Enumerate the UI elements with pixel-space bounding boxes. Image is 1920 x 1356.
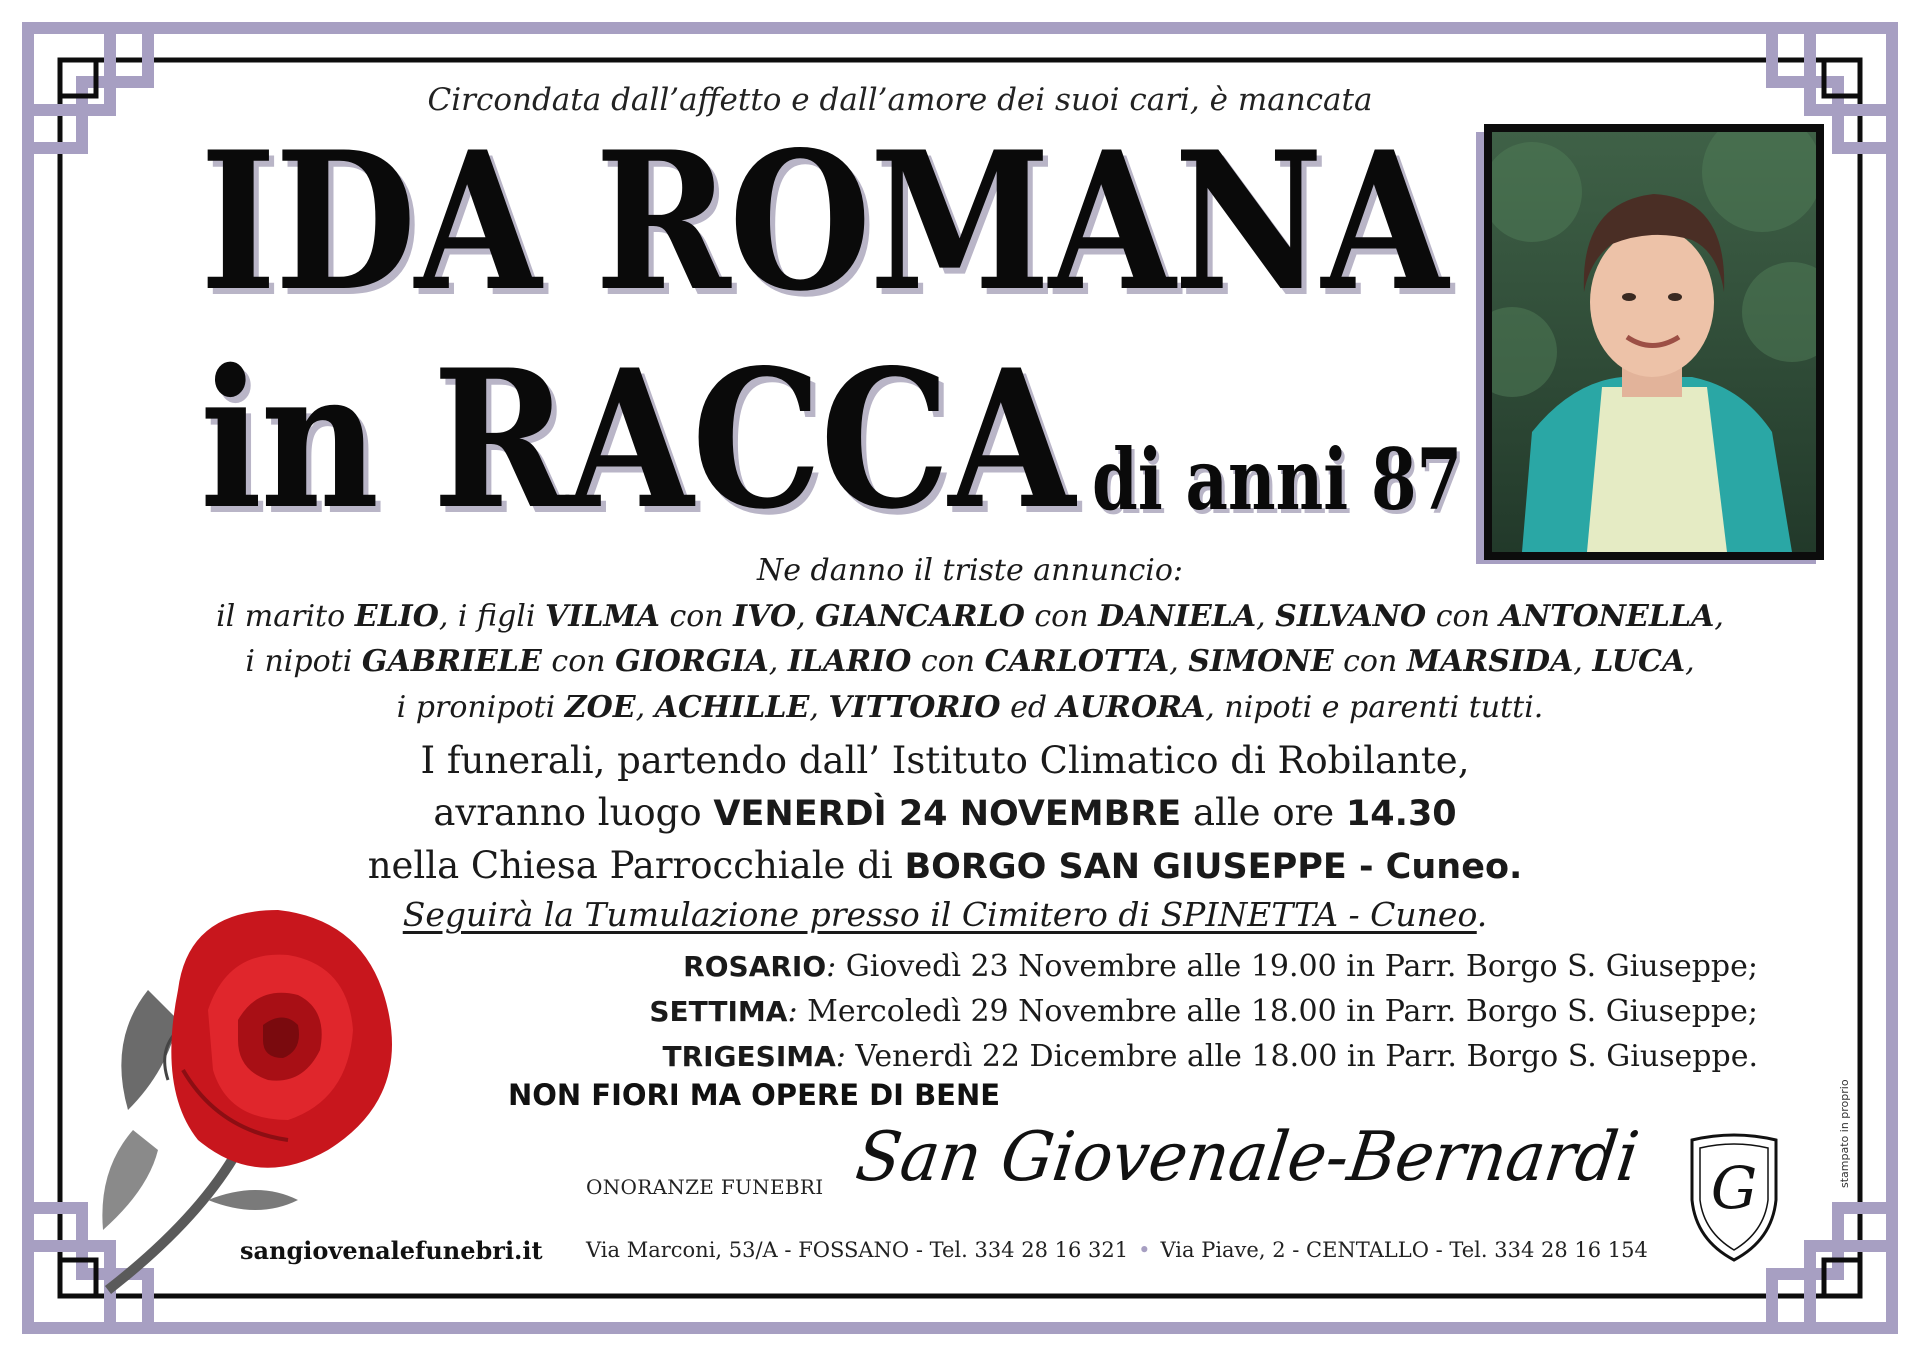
burial-text: Seguirà la Tumulazione presso il Cimitero di SPINETTA - Cuneo	[402, 895, 1477, 934]
funeral-location-text: nella Chiesa Parrocchiale di	[367, 844, 905, 887]
announcement	[170, 548, 1770, 730]
family-member-name: ILARIO	[787, 644, 912, 679]
announcement-text: ,	[1685, 644, 1695, 679]
service-text: Mercoledì 29 Novembre alle 18.00 in Parr. Borgo S. Giuseppe;	[797, 994, 1758, 1029]
service-colon: :	[787, 994, 798, 1029]
announcement-text: ,	[796, 598, 816, 634]
announcement-text: con	[1024, 598, 1099, 634]
deceased-photo	[1484, 124, 1824, 560]
family-member-name: SILVANO	[1275, 598, 1427, 634]
family-member-name: GIANCARLO	[815, 598, 1025, 634]
funeral-time: 14.30	[1345, 794, 1457, 834]
website-link[interactable]: sangiovenalefunebri.it	[240, 1236, 543, 1265]
address2-city: CENTALLO	[1306, 1238, 1429, 1262]
family-member-name: VILMA	[545, 598, 660, 634]
announcement-text: con	[1426, 598, 1500, 634]
announcement-text: il marito	[216, 598, 355, 634]
address1-phone: - Tel. 334 28 16 321	[909, 1238, 1129, 1262]
announcement-text: ,	[1573, 644, 1593, 679]
address2-phone: - Tel. 334 28 16 154	[1428, 1238, 1648, 1262]
announcement-line-great-grandchildren	[170, 685, 1770, 731]
family-member-name: ACHILLE	[654, 689, 810, 725]
service-label: SETTIMA	[649, 995, 788, 1028]
funeral-datetime-text-b: alle ore	[1181, 791, 1346, 834]
announcement-text: con	[911, 644, 985, 679]
announcement-text: con	[659, 598, 734, 634]
announcement-text: ed	[1000, 689, 1057, 725]
funeral-info	[230, 735, 1660, 893]
service-colon: :	[826, 949, 837, 984]
funeral-date: VENERDÌ 24 NOVEMBRE	[713, 794, 1182, 834]
service-trigesima	[649, 1034, 1758, 1079]
announcement-text: , i figli	[438, 598, 546, 634]
service-settima	[649, 989, 1758, 1034]
services-list	[649, 944, 1758, 1079]
funeral-church-place: BORGO SAN GIUSEPPE - Cuneo.	[904, 847, 1523, 887]
announcement-text: i pronipoti	[396, 689, 565, 725]
funeral-location	[230, 840, 1660, 893]
deceased-name-line2: in RACCA	[200, 328, 1074, 551]
service-text: Giovedì 23 Novembre alle 19.00 in Parr. Borgo S. Giuseppe;	[836, 949, 1758, 984]
service-colon: :	[835, 1039, 846, 1074]
company-addresses	[586, 1238, 1648, 1262]
shield-letter: G	[1710, 1154, 1758, 1222]
announcement-line-grandchildren	[170, 639, 1770, 685]
company-brand-name: San Giovenale-Bernardi	[851, 1118, 1644, 1197]
announcement-line-husband-children	[170, 594, 1770, 640]
family-member-name: SIMONE	[1188, 644, 1334, 679]
address1-city: FOSSANO	[798, 1238, 910, 1262]
announcement-text: ,	[768, 644, 788, 679]
address2-street: Via Piave, 2 -	[1160, 1238, 1307, 1262]
service-rosary	[649, 944, 1758, 989]
deceased-age: di anni 87	[1092, 430, 1463, 529]
family-member-name: MARSIDA	[1406, 644, 1574, 679]
burial-end: .	[1476, 895, 1488, 934]
family-member-name: AURORA	[1056, 689, 1206, 725]
address-separator: •	[1138, 1238, 1151, 1262]
funeral-services-label: ONORANZE FUNEBRI	[586, 1175, 824, 1199]
announcement-text: con	[1333, 644, 1407, 679]
family-member-name: VITTORIO	[828, 689, 1001, 725]
announcement-text: con	[541, 644, 616, 679]
family-member-name: IVO	[733, 598, 797, 634]
family-member-name: ZOE	[564, 689, 636, 725]
funeral-datetime-text-a: avranno luogo	[433, 791, 714, 834]
announcement-text: i nipoti	[245, 644, 362, 679]
service-label: TRIGESIMA	[662, 1040, 836, 1073]
announcement-text: ,	[809, 689, 829, 725]
announcement-text: ,	[1256, 598, 1276, 634]
no-flowers-note: NON FIORI MA OPERE DI BENE	[508, 1078, 1001, 1112]
family-member-name: ANTONELLA	[1499, 598, 1715, 634]
announcement-text: ,	[635, 689, 655, 725]
funeral-departure: I funerali, partendo dall’ Istituto Climatico di Robilante,	[420, 739, 1470, 782]
family-member-name: CARLOTTA	[984, 644, 1170, 679]
announcement-heading: Ne danno il triste annuncio:	[756, 553, 1184, 588]
deceased-name-line1: IDA ROMANA	[200, 110, 1447, 333]
announcement-text: ,	[1169, 644, 1189, 679]
intro-text: Circondata dall’affetto e dall’amore dei suoi cari, è mancata	[427, 82, 1373, 118]
family-member-name: GABRIELE	[361, 644, 542, 679]
company-shield-logo	[1684, 1130, 1784, 1266]
family-member-name: GIORGIA	[615, 644, 769, 679]
family-member-name: ELIO	[354, 598, 439, 634]
address1-street: Via Marconi, 53/A -	[586, 1238, 799, 1262]
service-text: Venerdì 22 Dicembre alle 18.00 in Parr. Borgo S. Giuseppe.	[845, 1039, 1758, 1074]
announcement-text: ,	[1714, 598, 1724, 634]
portrait-image	[1492, 132, 1816, 552]
family-member-name: LUCA	[1592, 644, 1686, 679]
service-label: ROSARIO	[683, 950, 827, 983]
family-member-name: DANIELA	[1098, 598, 1257, 634]
funeral-datetime	[230, 787, 1660, 840]
printed-note: stampato in proprio	[1838, 1079, 1851, 1188]
announcement-text: , nipoti e parenti tutti.	[1205, 689, 1544, 725]
